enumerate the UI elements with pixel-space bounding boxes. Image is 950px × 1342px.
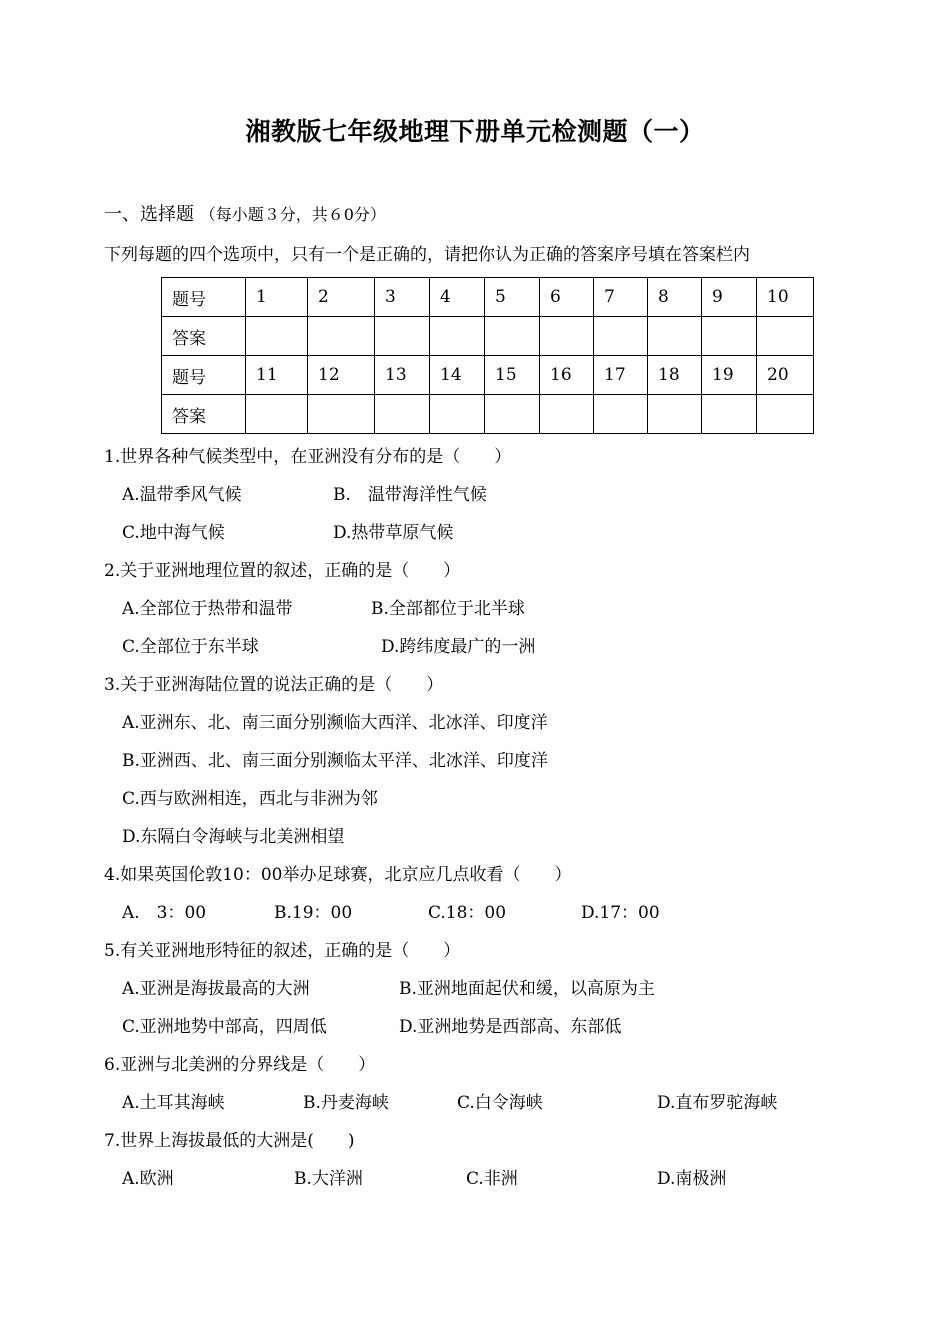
question-6-option-c: C.白令海峡: [457, 1093, 543, 1113]
question-2-stem: 2.关于亚洲地理位置的叙述，正确的是（ ）: [104, 561, 461, 581]
question-number-cell: 5: [485, 278, 540, 317]
question-5-stem: 5.有关亚洲地形特征的叙述，正确的是（ ）: [104, 941, 461, 961]
question-7-option-a: A.欧洲: [122, 1169, 174, 1189]
question-4-option-b: B.19：00: [274, 903, 353, 923]
question-7-option-d: D.南极洲: [657, 1169, 727, 1189]
question-number-cell: 12: [308, 356, 375, 395]
answer-cell[interactable]: [594, 395, 648, 434]
question-2-option-c: C.全部位于东半球: [122, 637, 259, 657]
answer-cell[interactable]: [375, 395, 430, 434]
answer-cell[interactable]: [308, 317, 375, 356]
answer-cell[interactable]: [430, 317, 485, 356]
table-row: [162, 395, 814, 434]
question-1-stem: 1.世界各种气候类型中，在亚洲没有分布的是（ ）: [104, 447, 512, 467]
question-6-option-a: A.土耳其海峡: [122, 1093, 225, 1113]
instructions: 下列每题的四个选项中，只有一个是正确的，请把你认为正确的答案序号填在答案栏内: [104, 245, 750, 265]
question-number-cell: 2: [308, 278, 375, 317]
answer-cell[interactable]: [430, 395, 485, 434]
table-row: [162, 317, 814, 356]
question-6-option-b: B.丹麦海峡: [303, 1093, 389, 1113]
answer-cell[interactable]: [757, 395, 814, 434]
question-6-option-d: D.直布罗驼海峡: [657, 1093, 778, 1113]
question-1-option-c: C.地中海气候: [122, 523, 225, 543]
question-7-stem: 7.世界上海拔最低的大洲是( ): [104, 1131, 355, 1151]
answer-cell[interactable]: [648, 317, 702, 356]
question-number-cell: 16: [540, 356, 594, 395]
answer-cell[interactable]: [648, 395, 702, 434]
table-row: [162, 278, 814, 317]
question-3-option-b: B.亚洲西、北、南三面分别濒临太平洋、北冰洋、印度洋: [122, 751, 548, 771]
row-label-answer: 答案: [162, 395, 246, 434]
question-3-option-c: C.西与欧洲相连，西北与非洲为邻: [122, 789, 378, 809]
question-1-option-d: D.热带草原气候: [333, 523, 454, 543]
answer-cell[interactable]: [757, 317, 814, 356]
answer-cell[interactable]: [375, 317, 430, 356]
question-4-option-d: D.17：00: [581, 903, 660, 923]
answer-cell[interactable]: [540, 317, 594, 356]
question-5-option-c: C.亚洲地势中部高，四周低: [122, 1017, 327, 1037]
answer-cell[interactable]: [246, 317, 308, 356]
section-title: 一、选择题: [104, 204, 194, 225]
question-5-option-d: D.亚洲地势是西部高、东部低: [399, 1017, 622, 1037]
answer-cell[interactable]: [540, 395, 594, 434]
question-6-stem: 6.亚洲与北美洲的分界线是（ ）: [104, 1055, 376, 1075]
row-label-number: 题号: [162, 356, 246, 395]
question-number-cell: 1: [246, 278, 308, 317]
answer-cell[interactable]: [308, 395, 375, 434]
question-3-option-d: D.东隔白令海峡与北美洲相望: [122, 827, 345, 847]
answer-table: [161, 277, 814, 434]
document-title: 湘教版七年级地理下册单元检测题（一）: [245, 117, 705, 146]
question-7-option-b: B.大洋洲: [294, 1169, 363, 1189]
question-number-cell: 19: [702, 356, 757, 395]
answer-cell[interactable]: [246, 395, 308, 434]
question-5-option-b: B.亚洲地面起伏和缓，以高原为主: [399, 979, 655, 999]
row-label-answer: 答案: [162, 317, 246, 356]
question-2-option-b: B.全部都位于北半球: [371, 599, 525, 619]
question-2-option-d: D.跨纬度最广的一洲: [381, 637, 536, 657]
question-number-cell: 15: [485, 356, 540, 395]
question-2-option-a: A.全部位于热带和温带: [122, 599, 293, 619]
question-number-cell: 13: [375, 356, 430, 395]
question-number-cell: 10: [757, 278, 814, 317]
question-7-option-c: C.非洲: [466, 1169, 518, 1189]
answer-cell[interactable]: [702, 317, 757, 356]
section-heading: [104, 200, 386, 226]
question-number-cell: 9: [702, 278, 757, 317]
answer-cell[interactable]: [594, 317, 648, 356]
question-number-cell: 7: [594, 278, 648, 317]
question-number-cell: 17: [594, 356, 648, 395]
question-number-cell: 3: [375, 278, 430, 317]
question-4-option-a: A. 3：00: [122, 903, 207, 923]
question-1-option-a: A.温带季风气候: [122, 485, 242, 505]
section-score-note: （每小题３分，共６0分）: [199, 205, 386, 224]
answer-cell[interactable]: [485, 395, 540, 434]
question-number-cell: 14: [430, 356, 485, 395]
question-4-option-c: C.18：00: [428, 903, 507, 923]
answer-cell[interactable]: [485, 317, 540, 356]
question-number-cell: 18: [648, 356, 702, 395]
question-4-stem: 4.如果英国伦敦10：00举办足球赛，北京应几点收看（ ）: [104, 865, 572, 885]
question-number-cell: 4: [430, 278, 485, 317]
question-3-stem: 3.关于亚洲海陆位置的说法正确的是（ ）: [104, 675, 444, 695]
row-label-number: 题号: [162, 278, 246, 317]
question-number-cell: 6: [540, 278, 594, 317]
question-number-cell: 8: [648, 278, 702, 317]
question-3-option-a: A.亚洲东、北、南三面分别濒临大西洋、北冰洋、印度洋: [122, 713, 548, 733]
question-number-cell: 11: [246, 356, 308, 395]
answer-cell[interactable]: [702, 395, 757, 434]
question-number-cell: 20: [757, 356, 814, 395]
table-row: [162, 356, 814, 395]
question-1-option-b: B. 温带海洋性气候: [333, 485, 487, 505]
question-5-option-a: A.亚洲是海拔最高的大洲: [122, 979, 310, 999]
